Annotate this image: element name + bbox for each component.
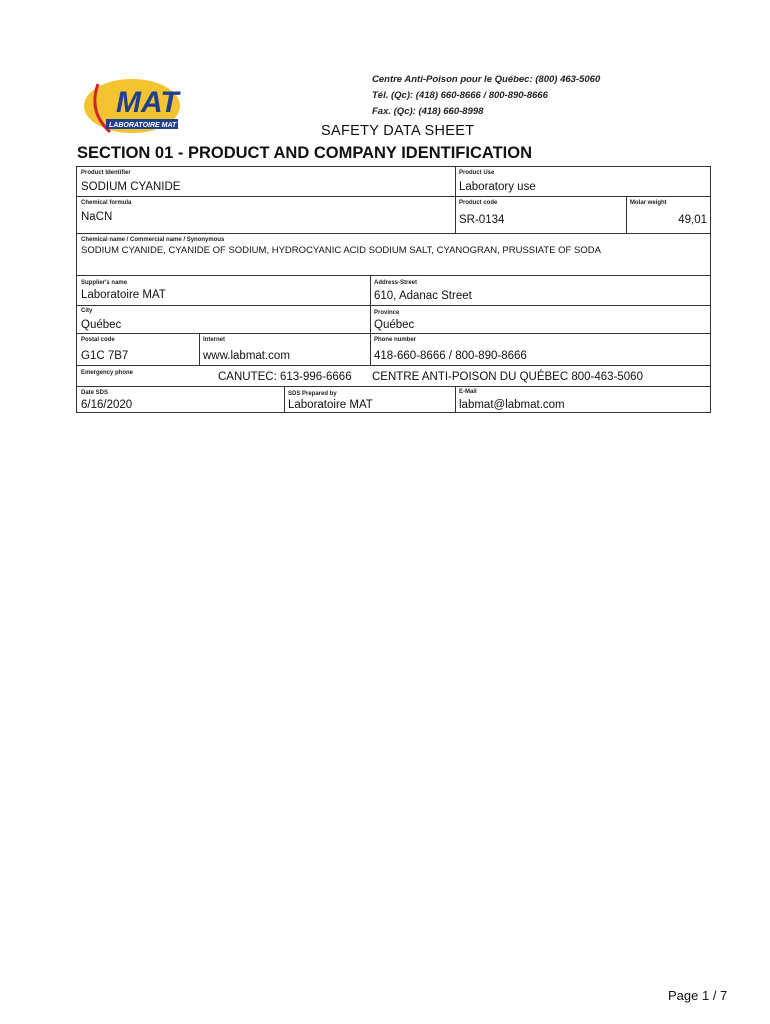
date-sds-value: 6/16/2020 [81, 399, 133, 411]
supplier-name-value: Laboratoire MAT [81, 289, 166, 301]
phone-number-value: 418-660-8666 / 800-890-8666 [374, 350, 527, 362]
page-number: Page 1 / 7 [668, 988, 728, 1003]
supplier-name-label: Supplier's name [81, 280, 128, 286]
email-value: labmat@labmat.com [459, 399, 565, 411]
address-street-cell [370, 275, 710, 305]
postal-code-label: Postal code [81, 337, 115, 343]
internet-cell [199, 333, 370, 365]
address-street-label: Address-Street [374, 280, 418, 286]
logo-subtext: LABORATOIRE MAT [109, 122, 177, 129]
chemical-formula-value: NaCN [81, 211, 113, 223]
product-identifier-cell [77, 167, 455, 196]
contact-line-poison: Centre Anti-Poison pour le Québec: (800) 463-5060 [372, 74, 601, 85]
chemical-name-cell [77, 233, 710, 275]
phone-number-cell [370, 333, 710, 365]
postal-code-cell [77, 333, 199, 365]
province-label: Province [374, 310, 400, 316]
poison-center-contact [372, 72, 600, 120]
city-label: City [81, 308, 93, 314]
emergency-phone-canutec: CANUTEC: 613-996-6666 [218, 371, 352, 383]
address-street-value: 610, Adanac Street [374, 290, 472, 302]
email-cell [455, 386, 710, 412]
chemical-name-label: Chemical name / Commercial name / Synonymous [81, 237, 225, 243]
postal-code-value: G1C 7B7 [81, 350, 129, 362]
logo-graphic [80, 72, 196, 138]
province-cell [370, 305, 710, 333]
molar-weight-label: Molar weight [630, 200, 667, 206]
product-code-value: SR-0134 [459, 214, 505, 226]
sds-prepared-by-cell [284, 386, 455, 412]
date-sds-cell [77, 386, 284, 412]
supplier-name-cell [77, 275, 370, 305]
date-sds-label: Date SDS [81, 390, 109, 396]
contact-line-tel: Tél. (Qc): (418) 660-8666 / 800-890-8666 [372, 90, 548, 101]
email-label: E-Mail [459, 389, 477, 395]
company-logo [80, 72, 196, 138]
city-value: Québec [81, 319, 122, 331]
product-use-cell [455, 167, 710, 196]
identification-form [76, 166, 711, 413]
product-identifier-label: Product Identifier [81, 170, 131, 176]
product-use-label: Product Use [459, 170, 495, 176]
sds-prepared-by-value: Laboratoire MAT [288, 399, 373, 411]
document-title: SAFETY DATA SHEET [321, 123, 475, 139]
emergency-phone-poison-center: CENTRE ANTI-POISON DU QUÉBEC 800-463-5060 [372, 371, 643, 383]
logo-text: MAT [116, 86, 179, 119]
sds-prepared-by-label: SDS Prepared by [288, 391, 337, 397]
product-code-cell [455, 196, 626, 233]
chemical-name-value: SODIUM CYANIDE, CYANIDE OF SODIUM, HYDROCYANIC ACID SODIUM SALT, CYANOGRAN, PRUSSIATE OF SODA [81, 245, 601, 256]
product-code-label: Product code [459, 200, 498, 206]
chemical-formula-cell [77, 196, 455, 233]
molar-weight-value: 49,01 [678, 214, 707, 226]
molar-weight-cell [626, 196, 710, 233]
city-cell [77, 305, 370, 333]
product-identifier-value: SODIUM CYANIDE [81, 181, 181, 193]
internet-label: Internet [203, 337, 226, 343]
emergency-phone-label: Emergency phone [81, 370, 134, 376]
chemical-formula-label: Chemical formula [81, 200, 132, 206]
contact-line-fax: Fax. (Qc): (418) 660-8998 [372, 106, 484, 117]
product-use-value: Laboratory use [459, 181, 536, 193]
section-title: SECTION 01 - PRODUCT AND COMPANY IDENTIFICATION [77, 144, 532, 162]
province-value: Québec [374, 319, 415, 331]
internet-value: www.labmat.com [203, 350, 290, 362]
phone-number-label: Phone number [374, 337, 417, 343]
emergency-phone-cell [77, 365, 710, 386]
